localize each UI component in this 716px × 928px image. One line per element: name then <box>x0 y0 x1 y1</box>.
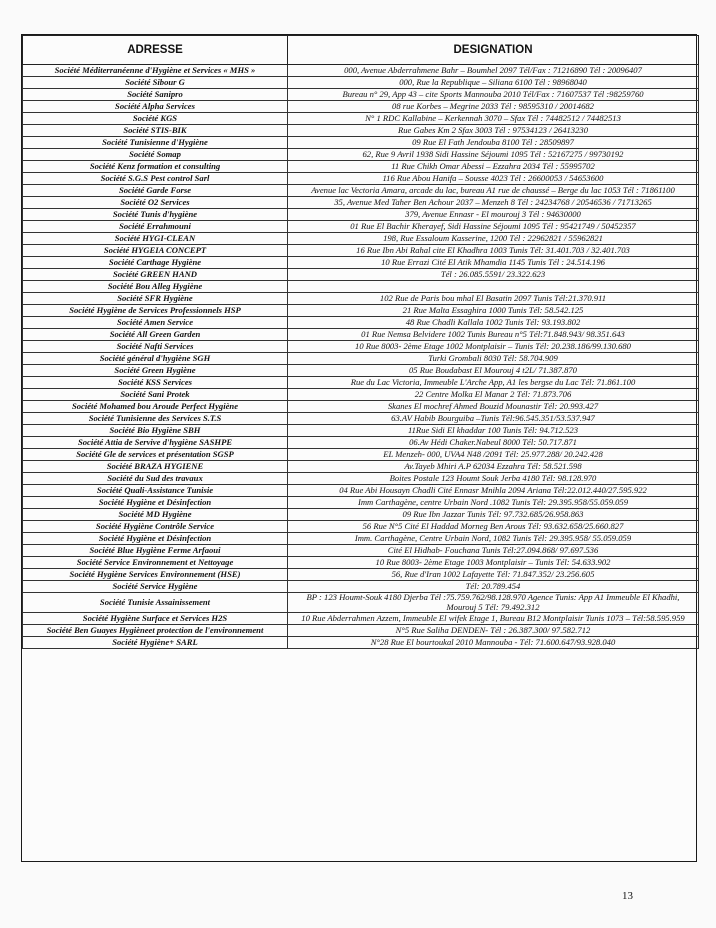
company-name: Société Attia de Servive d'hygiène SASHPE <box>23 437 288 449</box>
company-name: Société SFR Hygiène <box>23 293 288 305</box>
page-number: 13 <box>622 890 633 902</box>
company-name: Société Tunisienne d'Hygiène <box>23 137 288 149</box>
table-row <box>23 509 699 521</box>
company-name: Société STIS-BIK <box>23 125 288 137</box>
table-row <box>23 581 699 593</box>
company-designation: 379, Avenue Ennasr - El mourouj 3 Tél : 94630000 <box>288 209 699 221</box>
table-row <box>23 485 699 497</box>
company-name: Société Alpha Services <box>23 101 288 113</box>
company-designation: 63.AV Habib Bourguiba –Tunis Tél:96.545.351/53.537.947 <box>288 413 699 425</box>
table-row <box>23 425 699 437</box>
company-designation: 102 Rue de Paris bou mhal El Basatin 2097 Tunis Tél:21.370.911 <box>288 293 699 305</box>
company-designation: Turki Grombali 8030 Tél: 58.704.909 <box>288 353 699 365</box>
company-designation: 06.Av Hédi Chaker.Nabeul 8000 Tél: 50.717.871 <box>288 437 699 449</box>
company-designation: 62, Rue 9 Avril 1938 Sidi Hassine Séjoumi 1095 Tél : 52167275 / 99730192 <box>288 149 699 161</box>
company-name: Société All Green Garden <box>23 329 288 341</box>
company-name: Société Carthage Hygiène <box>23 257 288 269</box>
column-header-designation: DESIGNATION <box>288 36 699 65</box>
register-sheet <box>21 34 697 862</box>
company-designation: N°28 Rue El bourtoukal 2010 Mannouba - Tél: 71.600.647/93.928.040 <box>288 637 699 649</box>
company-name: Société Hygiène Services Environnement (HSE) <box>23 569 288 581</box>
company-designation: 000, Avenue Abderrahmene Bahr – Boumhel 2097 Tél/Fax : 71216890 Tél : 20096407 <box>288 65 699 77</box>
company-designation: Rue du Lac Victoria, Immeuble L'Arche App, A1 les bergse du Lac Tél: 71.861.100 <box>288 377 699 389</box>
company-designation: 35, Avenue Med Taher Ben Achour 2037 – Menzeh 8 Tél : 24234768 / 20546536 / 71713265 <box>288 197 699 209</box>
table-row <box>23 305 699 317</box>
company-designation: 198, Rue Essaloum Kasserine, 1200 Tél : 22962821 / 55962821 <box>288 233 699 245</box>
company-designation: 10 Rue Abderrahmen Azzem, Immeuble El wifek Etage 1, Bureau B12 Montplaisir Tunis 1073 – Tél:58.595.959 <box>288 613 699 625</box>
company-designation: 04 Rue Abi Housayn Chadli Cité Ennasr Mnihla 2094 Ariana Tél:22.012.440/27.595.922 <box>288 485 699 497</box>
company-designation: Tél : 26.085.5591/ 23.322.623 <box>288 269 699 281</box>
company-name: Société général d'hygiène SGH <box>23 353 288 365</box>
company-name: Société HYGEIA CONCEPT <box>23 245 288 257</box>
table-row <box>23 245 699 257</box>
table-row <box>23 77 699 89</box>
company-name: Société BRAZA HYGIENE <box>23 461 288 473</box>
company-name: Société Tunisienne des Services S.T.S <box>23 413 288 425</box>
table-row <box>23 269 699 281</box>
company-name: Société Hygiène et Désinfection <box>23 497 288 509</box>
table-row <box>23 173 699 185</box>
company-name: Société Sibour G <box>23 77 288 89</box>
table-row <box>23 437 699 449</box>
company-name: Société Service Environnement et Nettoyage <box>23 557 288 569</box>
table-row <box>23 353 699 365</box>
table-row <box>23 101 699 113</box>
company-designation: 000, Rue la Republique – Siliana 6100 Tél : 98968040 <box>288 77 699 89</box>
company-designation: Av.Tayeb Mhiri A.P 62034 Ezzahra Tél: 58.521.598 <box>288 461 699 473</box>
company-name: Société MD Hygiène <box>23 509 288 521</box>
company-designation: 05 Rue Boudabast El Mourouj 4 t2L/ 71.387.870 <box>288 365 699 377</box>
table-row <box>23 341 699 353</box>
company-name: Société Mohamed bou Aroude Perfect Hygiène <box>23 401 288 413</box>
table-row <box>23 65 699 77</box>
company-designation: 11 Rue Chikh Omar Abessi – Ezzahra 2034 Tél : 55995702 <box>288 161 699 173</box>
table-body <box>23 65 699 649</box>
table-row <box>23 161 699 173</box>
company-designation: Avenue lac Vectoria Amara, arcade du lac, bureau A1 rue de chaussé – Berge du lac 1053 Tél : 71861100 <box>288 185 699 197</box>
company-name: Société O2 Services <box>23 197 288 209</box>
company-name: Société Tunis d'hygiène <box>23 209 288 221</box>
company-name: Société Quali-Assistance Tunisie <box>23 485 288 497</box>
company-name: Société Ben Guayes Hygièneet protection de l'environnement <box>23 625 288 637</box>
company-name: Société Méditerranéenne d'Hygiène et Services « MHS » <box>23 65 288 77</box>
table-row <box>23 533 699 545</box>
table-row <box>23 113 699 125</box>
company-designation: 56, Rue d'Iran 1002 Lafayette Tél: 71.847.352/ 23.256.605 <box>288 569 699 581</box>
company-designation: 11Rue Sidi El khaddar 100 Tunis Tél: 94.712.523 <box>288 425 699 437</box>
table-row <box>23 569 699 581</box>
company-designation: Skanes El mochref Ahmed Bouzid Mounastir Tél: 20.993.427 <box>288 401 699 413</box>
company-name: Société Gle de services et présentation SGSP <box>23 449 288 461</box>
company-name: Société Bou Alleg Hygiène <box>23 281 288 293</box>
company-designation: Cité El Hidhab- Fouchana Tunis Tél:27.094.868/ 97.697.536 <box>288 545 699 557</box>
table-row <box>23 209 699 221</box>
company-designation: 10 Rue Errazi Cité El Atik Mhamdia 1145 Tunis Tél : 24.514.196 <box>288 257 699 269</box>
company-name: Société S.G.S Pest control Sarl <box>23 173 288 185</box>
company-designation: 116 Rue Abou Hanifa – Sousse 4023 Tél : 26600053 / 54653600 <box>288 173 699 185</box>
company-name: Société Hygiène Contrôle Service <box>23 521 288 533</box>
company-name: Société du Sud des travaux <box>23 473 288 485</box>
table-row <box>23 389 699 401</box>
company-name: Société Errahmouni <box>23 221 288 233</box>
table-row <box>23 293 699 305</box>
company-designation: Tél: 20.789.454 <box>288 581 699 593</box>
company-designation: 08 rue Korbes – Megrine 2033 Tél : 98595310 / 20014682 <box>288 101 699 113</box>
table-row <box>23 185 699 197</box>
company-name: Société KSS Services <box>23 377 288 389</box>
company-designation: N°5 Rue Saliha DENDEN- Tél : 26.387.300/ 97.582.712 <box>288 625 699 637</box>
table-row <box>23 557 699 569</box>
company-name: Société Bio Hygiène SBH <box>23 425 288 437</box>
company-table <box>22 35 699 649</box>
company-designation: N° 1 RDC Kallabine – Kerkennah 3070 – Sfax Tél : 74482512 / 74482513 <box>288 113 699 125</box>
table-row <box>23 89 699 101</box>
company-designation: 22 Centre Molka El Manar 2 Tél: 71.873.706 <box>288 389 699 401</box>
table-row <box>23 497 699 509</box>
table-row <box>23 401 699 413</box>
table-row <box>23 149 699 161</box>
table-row <box>23 449 699 461</box>
company-name: Société Garde Forse <box>23 185 288 197</box>
table-row <box>23 461 699 473</box>
company-name: Société Kenz formation et consulting <box>23 161 288 173</box>
table-row <box>23 613 699 625</box>
company-name: Société Nafti Services <box>23 341 288 353</box>
company-name: Société KGS <box>23 113 288 125</box>
company-designation: Imm Carthagène, centre Urbain Nord .1082 Tunis Tél: 29.395.958/55.059.059 <box>288 497 699 509</box>
company-designation: 09 Rue Ibn Jazzar Tunis Tél: 97.732.685/26.958.863 <box>288 509 699 521</box>
company-name: Société Sani Protek <box>23 389 288 401</box>
table-row <box>23 545 699 557</box>
company-designation <box>288 281 699 293</box>
column-header-address: ADRESSE <box>23 36 288 65</box>
company-designation: 48 Rue Chadli Kallala 1002 Tunis Tél: 93.193.802 <box>288 317 699 329</box>
table-row <box>23 473 699 485</box>
table-row <box>23 281 699 293</box>
company-designation: Boites Postale 123 Houmt Souk Jerba 4180 Tél: 98.128.970 <box>288 473 699 485</box>
company-name: Société Hygiène Surface et Services H2S <box>23 613 288 625</box>
company-name: Société Green Hygiène <box>23 365 288 377</box>
company-name: Société Amen Service <box>23 317 288 329</box>
company-designation: 56 Rue N°5 Cité El Haddad Morneg Ben Arous Tél: 93.632.658/25.660.827 <box>288 521 699 533</box>
table-row <box>23 365 699 377</box>
company-name: Société HYGI-CLEAN <box>23 233 288 245</box>
company-designation: Rue Gabes Km 2 Sfax 3003 Tél : 97534123 / 26413230 <box>288 125 699 137</box>
company-name: Société GREEN HAND <box>23 269 288 281</box>
company-designation: Imm. Carthagène, Centre Urbain Nord, 1082 Tunis Tél: 29.395.958/ 55.059.059 <box>288 533 699 545</box>
table-row <box>23 521 699 533</box>
company-designation: 10 Rue 8003- 2ème Etage 1002 Montplaisir – Tunis Tél: 20.238.186/99.130.680 <box>288 341 699 353</box>
company-designation: 01 Rue Nemsa Belvidere 1002 Tunis Bureau n°5 Tél:71.848.943/ 98.351.643 <box>288 329 699 341</box>
table-row <box>23 593 699 613</box>
company-designation: BP : 123 Houmt-Souk 4180 Djerba Tél :75.759.762/98.128.970 Agence Tunis: App A1 Immeuble El Khadhi, Mourouj 5 Tél: 79.492.312 <box>288 593 699 613</box>
table-row <box>23 625 699 637</box>
table-row <box>23 221 699 233</box>
company-name: Société Service Hygiène <box>23 581 288 593</box>
table-row <box>23 197 699 209</box>
company-designation: Bureau n° 29, App 43 – cite Sports Mannouba 2010 Tél/Fax : 71607537 Tél :98259760 <box>288 89 699 101</box>
company-designation: 21 Rue Malta Essaghira 1000 Tunis Tél: 58.542.125 <box>288 305 699 317</box>
table-row <box>23 317 699 329</box>
company-designation: 09 Rue El Fath Jendouba 8100 Tél : 28509897 <box>288 137 699 149</box>
company-name: Société Sanipro <box>23 89 288 101</box>
table-row <box>23 377 699 389</box>
company-name: Société Hygiène et Désinfection <box>23 533 288 545</box>
table-row <box>23 233 699 245</box>
table-row <box>23 637 699 649</box>
table-row <box>23 413 699 425</box>
table-row <box>23 137 699 149</box>
company-name: Société Hygiène de Services Professionnels HSP <box>23 305 288 317</box>
company-designation: 10 Rue 8003- 2ème Etage 1003 Montplaisir – Tunis Tél: 54.633.902 <box>288 557 699 569</box>
table-row <box>23 125 699 137</box>
company-name: Société Blue Hygiène Ferme Arfaoui <box>23 545 288 557</box>
company-name: Société Hygiène+ SARL <box>23 637 288 649</box>
table-row <box>23 329 699 341</box>
company-name: Société Tunisie Assainissement <box>23 593 288 613</box>
company-designation: 01 Rue El Bachir Kherayef, Sidi Hassine Séjoumi 1095 Tél : 95421749 / 50452357 <box>288 221 699 233</box>
table-row <box>23 257 699 269</box>
table-header-row <box>23 36 699 65</box>
company-designation: EL Menzeh- 000, UVA4 N48 /2091 Tél: 25.977.288/ 20.242.428 <box>288 449 699 461</box>
company-designation: 16 Rue Ibn Abi Rahal cite El Khadhra 1003 Tunis Tél: 31.401.703 / 32.401.703 <box>288 245 699 257</box>
company-name: Société Somap <box>23 149 288 161</box>
